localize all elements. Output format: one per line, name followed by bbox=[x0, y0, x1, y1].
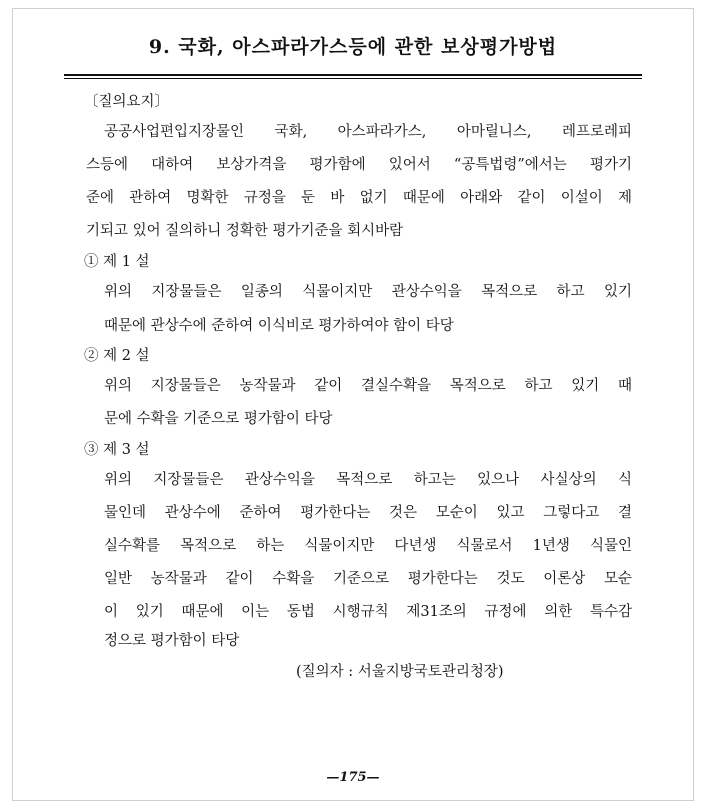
theory-3-line: 실수확를 목적으로 하는 식물이지만 다년생 식물로서 1년생 식물인 bbox=[104, 538, 632, 554]
page-number: —175— bbox=[326, 770, 380, 785]
theory-2-line: 문에 수확을 기준으로 평가함이 타당 bbox=[104, 411, 333, 427]
page-title: 9. 국화, 아스파라가스등에 관한 보상평가방법 bbox=[148, 36, 558, 58]
theory-3-label: ③ 제 3 설 bbox=[84, 442, 150, 458]
title-rule-thin bbox=[64, 78, 642, 79]
theory-3-line: 이 있기 때문에 이는 동법 시행규칙 제31조의 규정에 의한 특수감 bbox=[104, 604, 632, 620]
section-heading: 〔질의요지〕 bbox=[84, 94, 170, 110]
theory-2-line: 위의 지장물들은 농작물과 같이 결실수확을 목적으로 하고 있기 때 bbox=[104, 378, 632, 394]
intro-line: 공공사업편입지장물인 국화, 아스파라가스, 아마릴니스, 레프로레피 bbox=[104, 124, 632, 140]
questioner-note: (질의자 : 서울지방국토관리청장) bbox=[296, 664, 504, 680]
theory-2-label: ② 제 2 설 bbox=[84, 348, 150, 364]
theory-3-line: 위의 지장물들은 관상수익을 목적으로 하고는 있으나 사실상의 식 bbox=[104, 472, 632, 488]
theory-1-line: 위의 지장물들은 일종의 식물이지만 관상수익을 목적으로 하고 있기 bbox=[104, 284, 632, 300]
theory-3-line: 정으로 평가함이 타당 bbox=[104, 633, 240, 649]
theory-1-label: ① 제 1 설 bbox=[84, 254, 150, 270]
intro-line: 기되고 있어 질의하니 정확한 평가기준을 회시바람 bbox=[86, 223, 404, 239]
theory-3-line: 일반 농작물과 같이 수확을 기준으로 평가한다는 것도 이론상 모순 bbox=[104, 571, 632, 587]
theory-1-line: 때문에 관상수에 준하여 이식비로 평가하여야 함이 타당 bbox=[104, 318, 454, 334]
title-rule-thick bbox=[64, 74, 642, 76]
intro-line: 준에 관하여 명확한 규정을 둔 바 없기 때문에 아래와 같이 이설이 제 bbox=[86, 190, 632, 206]
theory-3-line: 물인데 관상수에 준하여 평가한다는 것은 모순이 있고 그렇다고 결 bbox=[104, 505, 632, 521]
intro-line: 스등에 대하여 보상가격을 평가함에 있어서 “공특법령”에서는 평가기 bbox=[86, 157, 632, 173]
